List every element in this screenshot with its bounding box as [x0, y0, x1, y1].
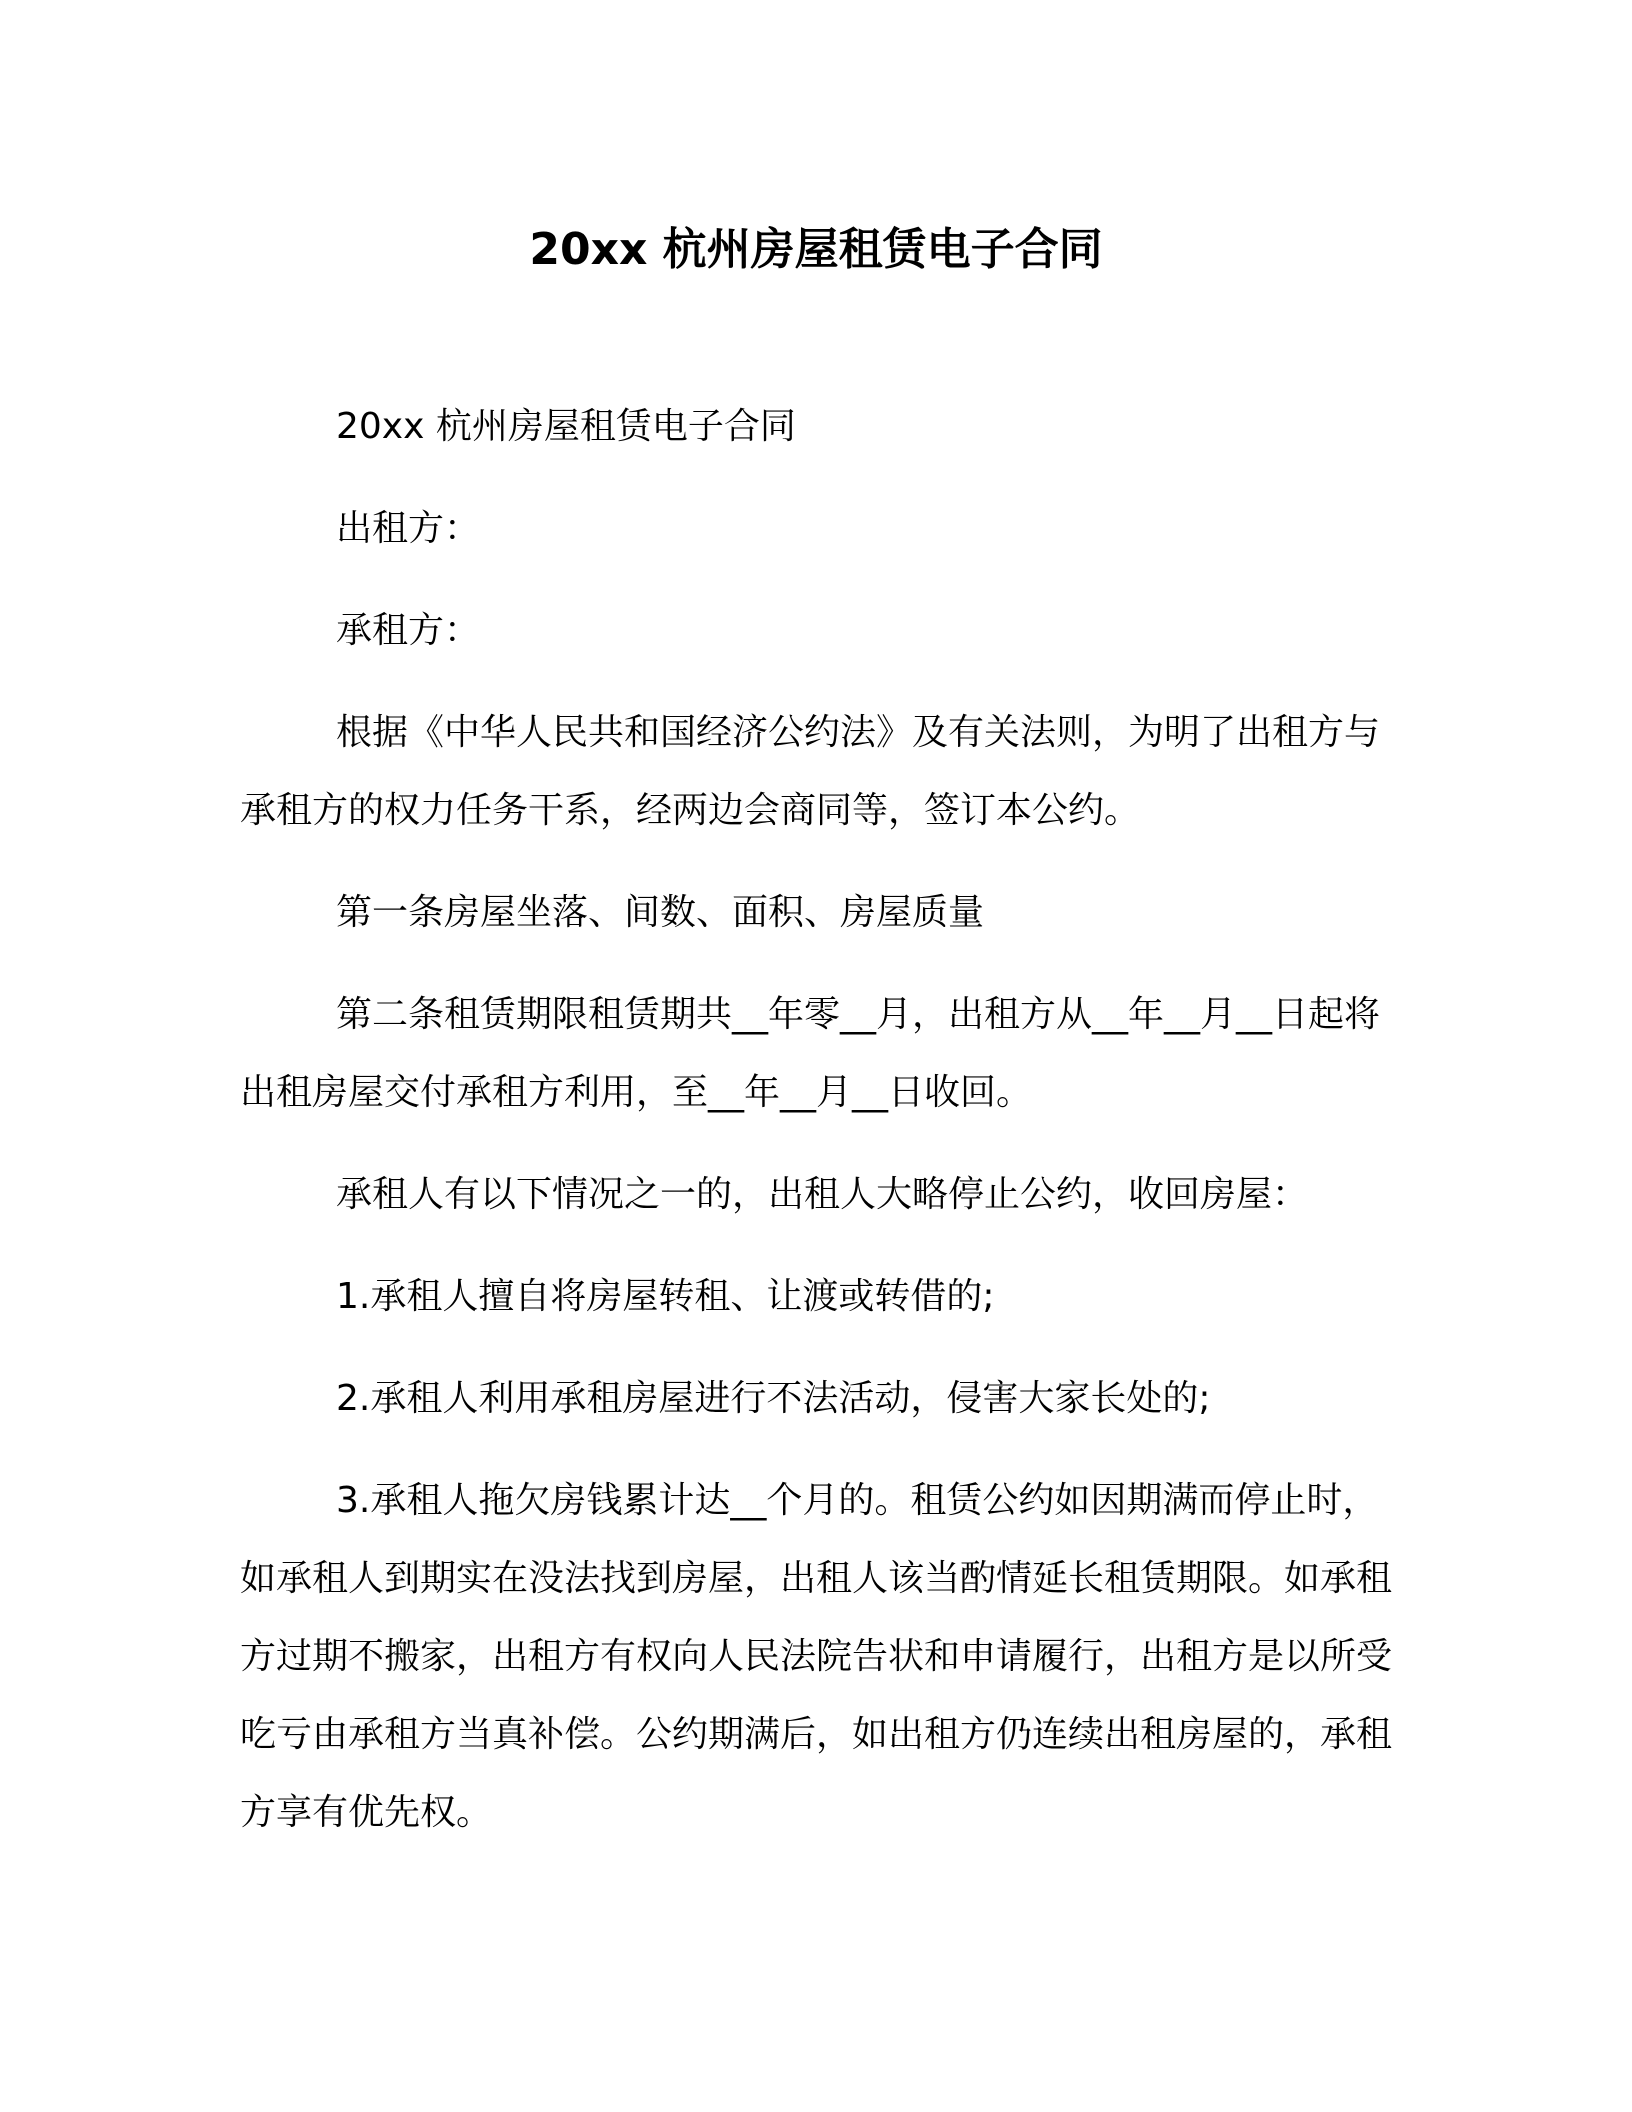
paragraph-article-1: 第一条房屋坐落、间数、面积、房屋质量 — [336, 892, 985, 933]
paragraph-lessor: 出租方： — [336, 508, 481, 549]
paragraph-termination-conditions: 承租人有以下情况之一的，出租人大略停止公约，收回房屋： — [336, 1174, 1309, 1215]
document-body — [240, 388, 1410, 1876]
document-title: 20xx 杭州房屋租赁电子合同 — [529, 224, 1103, 275]
paragraph-preamble: 根据《中华人民共和国经济公约法》及有关法则，为明了出租方与承租方的权力任务干系，经两边会商同等，签订本公约。 — [240, 712, 1381, 831]
paragraph-article-2: 第二条租赁期限租赁期共__年零__月，出租方从__年__月__日起将出租房屋交付承租方利用，至__年__月__日收回。 — [240, 994, 1381, 1113]
paragraph-condition-3: 3.承租人拖欠房钱累计达__个月的。租赁公约如因期满而停止时，如承租人到期实在没法找到房屋，出租人该当酌情延长租赁期限。如承租方过期不搬家，出租方有权向人民法院告状和申请履行，出租方是以所受吃亏由承租方当真补偿。公约期满后，如出租方仍连续出租房屋的，承租方享有优先权。 — [240, 1480, 1393, 1833]
paragraph-condition-2: 2.承租人利用承租房屋进行不法活动，侵害大家长处的; — [336, 1378, 1211, 1419]
paragraph-lessee: 承租方： — [336, 610, 481, 651]
paragraph-condition-1: 1.承租人擅自将房屋转租、让渡或转借的; — [336, 1276, 995, 1317]
paragraph-heading: 20xx 杭州房屋租赁电子合同 — [336, 406, 796, 447]
